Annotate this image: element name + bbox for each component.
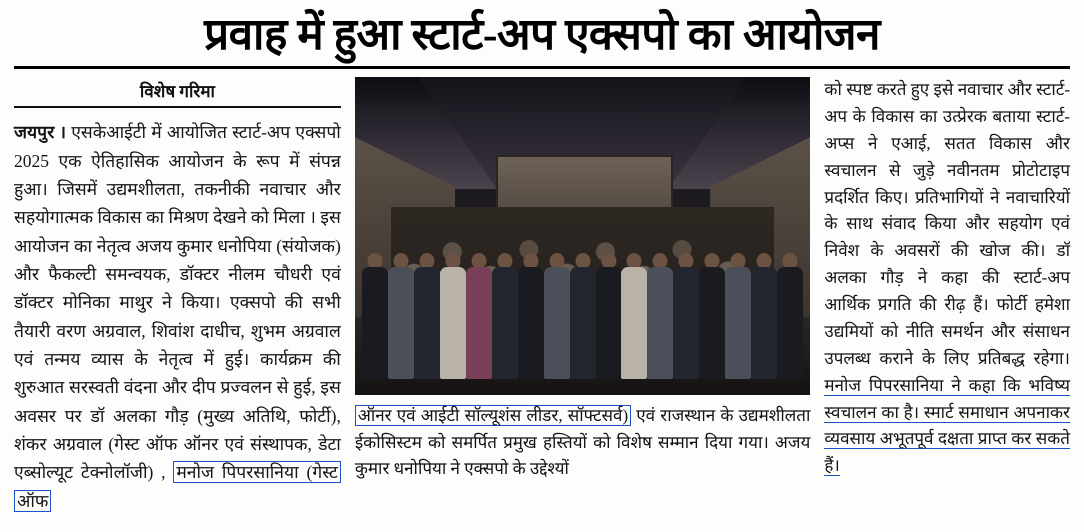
caption-text: एवं राजस्थान के उद्यमशीलता ईकोसिस्टम को समर्पित प्रमुख हस्तियों को विशेष सम्मान दिया गया। अजय कुमार धनोपिया ने एक्सपो के उद्देश्यों [354, 406, 811, 478]
left-column [14, 77, 341, 513]
group-photo [355, 77, 811, 395]
highlight-underline-right: मनोज पिपरसानिया ने कहा कि भविष्य स्वचालन का है। स्मार्ट समाधान अपनाकर व्यवसाय अभूतपूर्व दक्षता प्राप्त कर सकते हैं। [824, 375, 1070, 476]
person [779, 253, 801, 381]
article-columns [14, 77, 1070, 513]
person [649, 253, 671, 381]
headline-divider [14, 66, 1070, 69]
left-column-body [14, 118, 341, 515]
person [675, 253, 697, 381]
person [520, 253, 542, 381]
person [546, 253, 568, 381]
highlight-box-caption: ऑनर एवं आईटी सॉल्यूशंस लीडर, सॉफ्टसर्व) [355, 405, 631, 426]
person [442, 253, 464, 381]
person [727, 253, 749, 381]
person [753, 253, 775, 381]
front-row-people [364, 231, 801, 381]
person [416, 253, 438, 381]
right-column-body [824, 77, 1070, 480]
highlight-box-left: मनोज पिपरसानिया (गेस्ट ऑफ [14, 461, 341, 511]
person [364, 253, 386, 381]
right-column [824, 77, 1070, 513]
dateline: जयपुर । [14, 122, 67, 143]
left-column-paragraph: एसकेआईटी में आयोजित स्टार्ट-अप एक्सपो 2025 एक ऐतिहासिक आयोजन के रूप में संपन्न हुआ। जिसमें उद्यमशीलता, तकनीकी नवाचार और सहयोगात्मक विकास का मिश्रण देखने को मिला । इस आयोजन का नेतृत्व अजय कुमार धनोपिया (संयोजक) और फैकल्टी समन्वयक, डॉक्टर नीलम चौधरी एवं डॉक्टर मोनिका माथुर ने किया। एक्सपो की सभी तैयारी वरण अग्रवाल, शिवांश दाधीच, शुभम अग्रवाल एवं तन्मय व्यास के नेतृत्व में हुई। कार्यक्रम की शुरुआत सरस्वती वंदना और दीप प्रज्वलन से हुई, इस अवसर पर डॉ अलका गौड़ (मुख्य अतिथि, फोर्टी), शंकर अग्रवाल (गेस्ट ऑफ ऑनर एवं संस्थापक, डेटा एब्सोल्यूट टेक्नोलॉजी) , [14, 122, 341, 483]
person [571, 253, 593, 381]
byline: विशेष गरिमा [139, 82, 215, 102]
person [390, 253, 412, 381]
byline-divider [14, 106, 341, 108]
person [494, 253, 516, 381]
person [597, 253, 619, 381]
person [468, 253, 490, 381]
person [623, 253, 645, 381]
photo-caption [355, 403, 811, 482]
page-title: प्रवाह में हुआ स्टार्ट-अप एक्सपो का आयोजन [204, 10, 880, 59]
person [701, 253, 723, 381]
right-column-paragraph: को स्पष्ट करते हुए इसे नवाचार और स्टार्ट-अप के विकास का उत्प्रेरक बताया स्टार्ट-अप्स ने एआई, सतत विकास और स्वचालन से जुड़े नवीनतम प्रोटोटाइप प्रदर्शित किए। प्रतिभागियों ने नवाचारियों के साथ संवाद किया और सहयोग एवं निवेश के अवसरों की खोज की। डॉ अलका गौड़ ने कहा की स्टार्ट-अप आर्थिक प्रगति की रीढ़ हैं। फोर्टी हमेशा उद्यमियों को नीति समर्थन और संसाधन उपलब्ध कराने के लिए प्रतिबद्ध रहेगा। [824, 80, 1070, 368]
middle-column [355, 77, 811, 513]
